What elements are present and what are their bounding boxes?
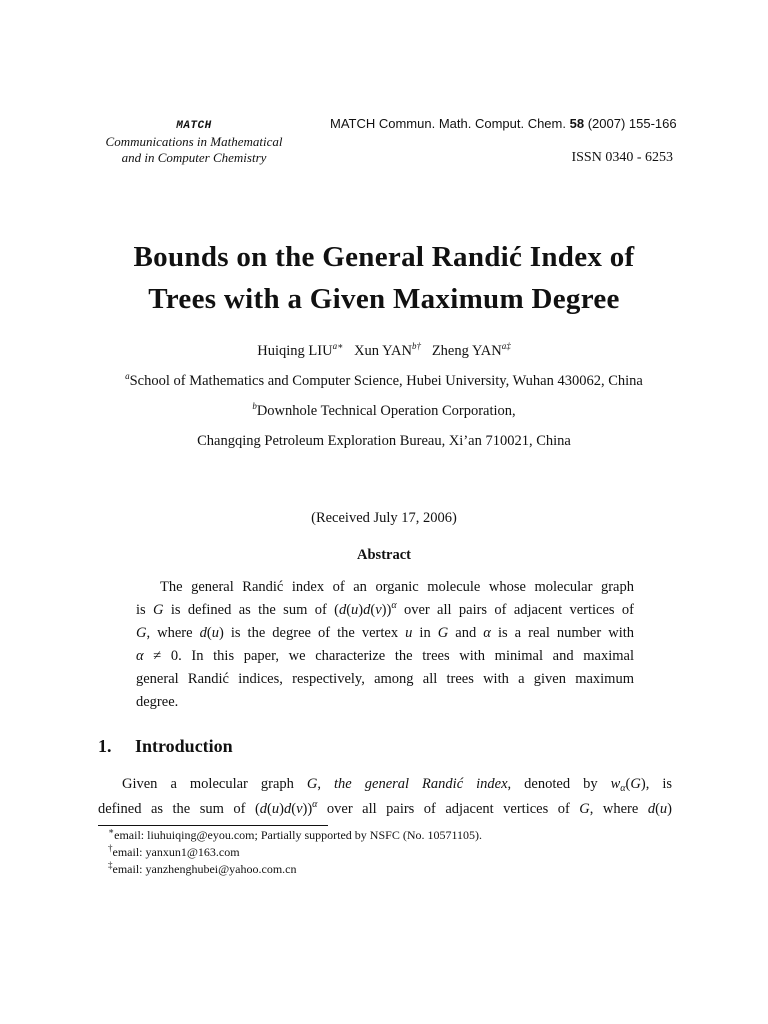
journal-subtitle-line1: Communications in Mathematical — [105, 134, 283, 149]
abstract-line: The general Randić index of an organic molecule whose molecular graph — [160, 579, 634, 595]
author-mark: a‡ — [501, 341, 511, 352]
footnote — [108, 861, 482, 878]
footnote-text: email: yanzhenghubei@yahoo.com.cn — [112, 862, 297, 876]
author-name: Xun YAN — [354, 343, 412, 359]
journal-subtitle-line2: and in Computer Chemistry — [121, 150, 267, 165]
journal-citation — [330, 116, 677, 131]
citation-suffix: (2007) 155-166 — [587, 116, 677, 131]
journal-header — [96, 118, 292, 166]
citation-prefix: MATCH Commun. Math. Comput. Chem. — [330, 116, 566, 131]
abstract-body — [136, 576, 634, 714]
affiliation-mark: b — [252, 401, 257, 412]
paper-title — [0, 236, 768, 320]
section-number: 1. — [98, 736, 112, 756]
footnote-text: email: yanxun1@163.com — [112, 845, 240, 859]
intro-line: Given a molecular graph G, the general Randić index, denoted by $w_\alpha(G)$, is — [122, 776, 672, 794]
journal-name: MATCH — [176, 120, 212, 132]
abstract-line: general Randić indices, respectively, among all trees with a given maximum — [136, 671, 634, 687]
affiliation-text: School of Mathematics and Computer Science, Hubei University, Wuhan 430062, China — [129, 373, 643, 389]
section-heading — [98, 736, 233, 757]
footnote — [108, 844, 482, 861]
intro-line: defined as the sum of $(d(u)d(v))^\alpha$ over all pairs of adjacent vertices of G, where d(u) — [98, 799, 672, 817]
author-mark: b† — [411, 341, 421, 352]
title-line1: Bounds on the General Randić Index of — [133, 241, 635, 273]
issn: ISSN 0340 - 6253 — [571, 150, 673, 165]
abstract-heading: Abstract — [357, 547, 411, 563]
author-name: Huiqing LIU — [257, 343, 333, 359]
abstract-line: α ≠ 0. In this paper, we characterize the trees with minimal and maximal — [136, 648, 634, 664]
footnote-mark: ∗ — [108, 826, 115, 836]
received-date: (Received July 17, 2006) — [311, 510, 457, 526]
footnote — [108, 827, 482, 844]
affiliation-b-line2: Changqing Petroleum Exploration Bureau, Xi’an 710021, China — [197, 433, 571, 449]
footnote-mark: † — [108, 843, 113, 853]
abstract-line: G, where d(u) is the degree of the vertex u in G and α is a real number with — [136, 625, 635, 641]
abstract-line: degree. — [136, 694, 179, 710]
affiliation-a — [0, 373, 768, 390]
section-title: Introduction — [135, 736, 233, 756]
footnotes — [108, 827, 482, 878]
affiliation-b — [0, 403, 768, 420]
author-name: Zheng YAN — [431, 343, 502, 359]
affiliation-mark: a — [125, 371, 130, 382]
footnote-text: email: liuhuiqing@eyou.com; Partially supported by NSFC (No. 10571105). — [114, 828, 483, 842]
author-mark: a∗ — [332, 341, 344, 352]
author-list — [0, 343, 768, 360]
title-line2: Trees with a Given Maximum Degree — [148, 283, 620, 315]
affiliation-text: Downhole Technical Operation Corporation, — [256, 403, 516, 419]
intro-paragraph — [98, 772, 672, 822]
footnote-mark: ‡ — [108, 860, 113, 870]
citation-volume: 58 — [569, 116, 585, 131]
footnote-rule — [98, 825, 328, 826]
abstract-line: is G is defined as the sum of $(d(u)d(v))^\alpha$ over all pairs of adjacent vertices of — [136, 600, 634, 618]
